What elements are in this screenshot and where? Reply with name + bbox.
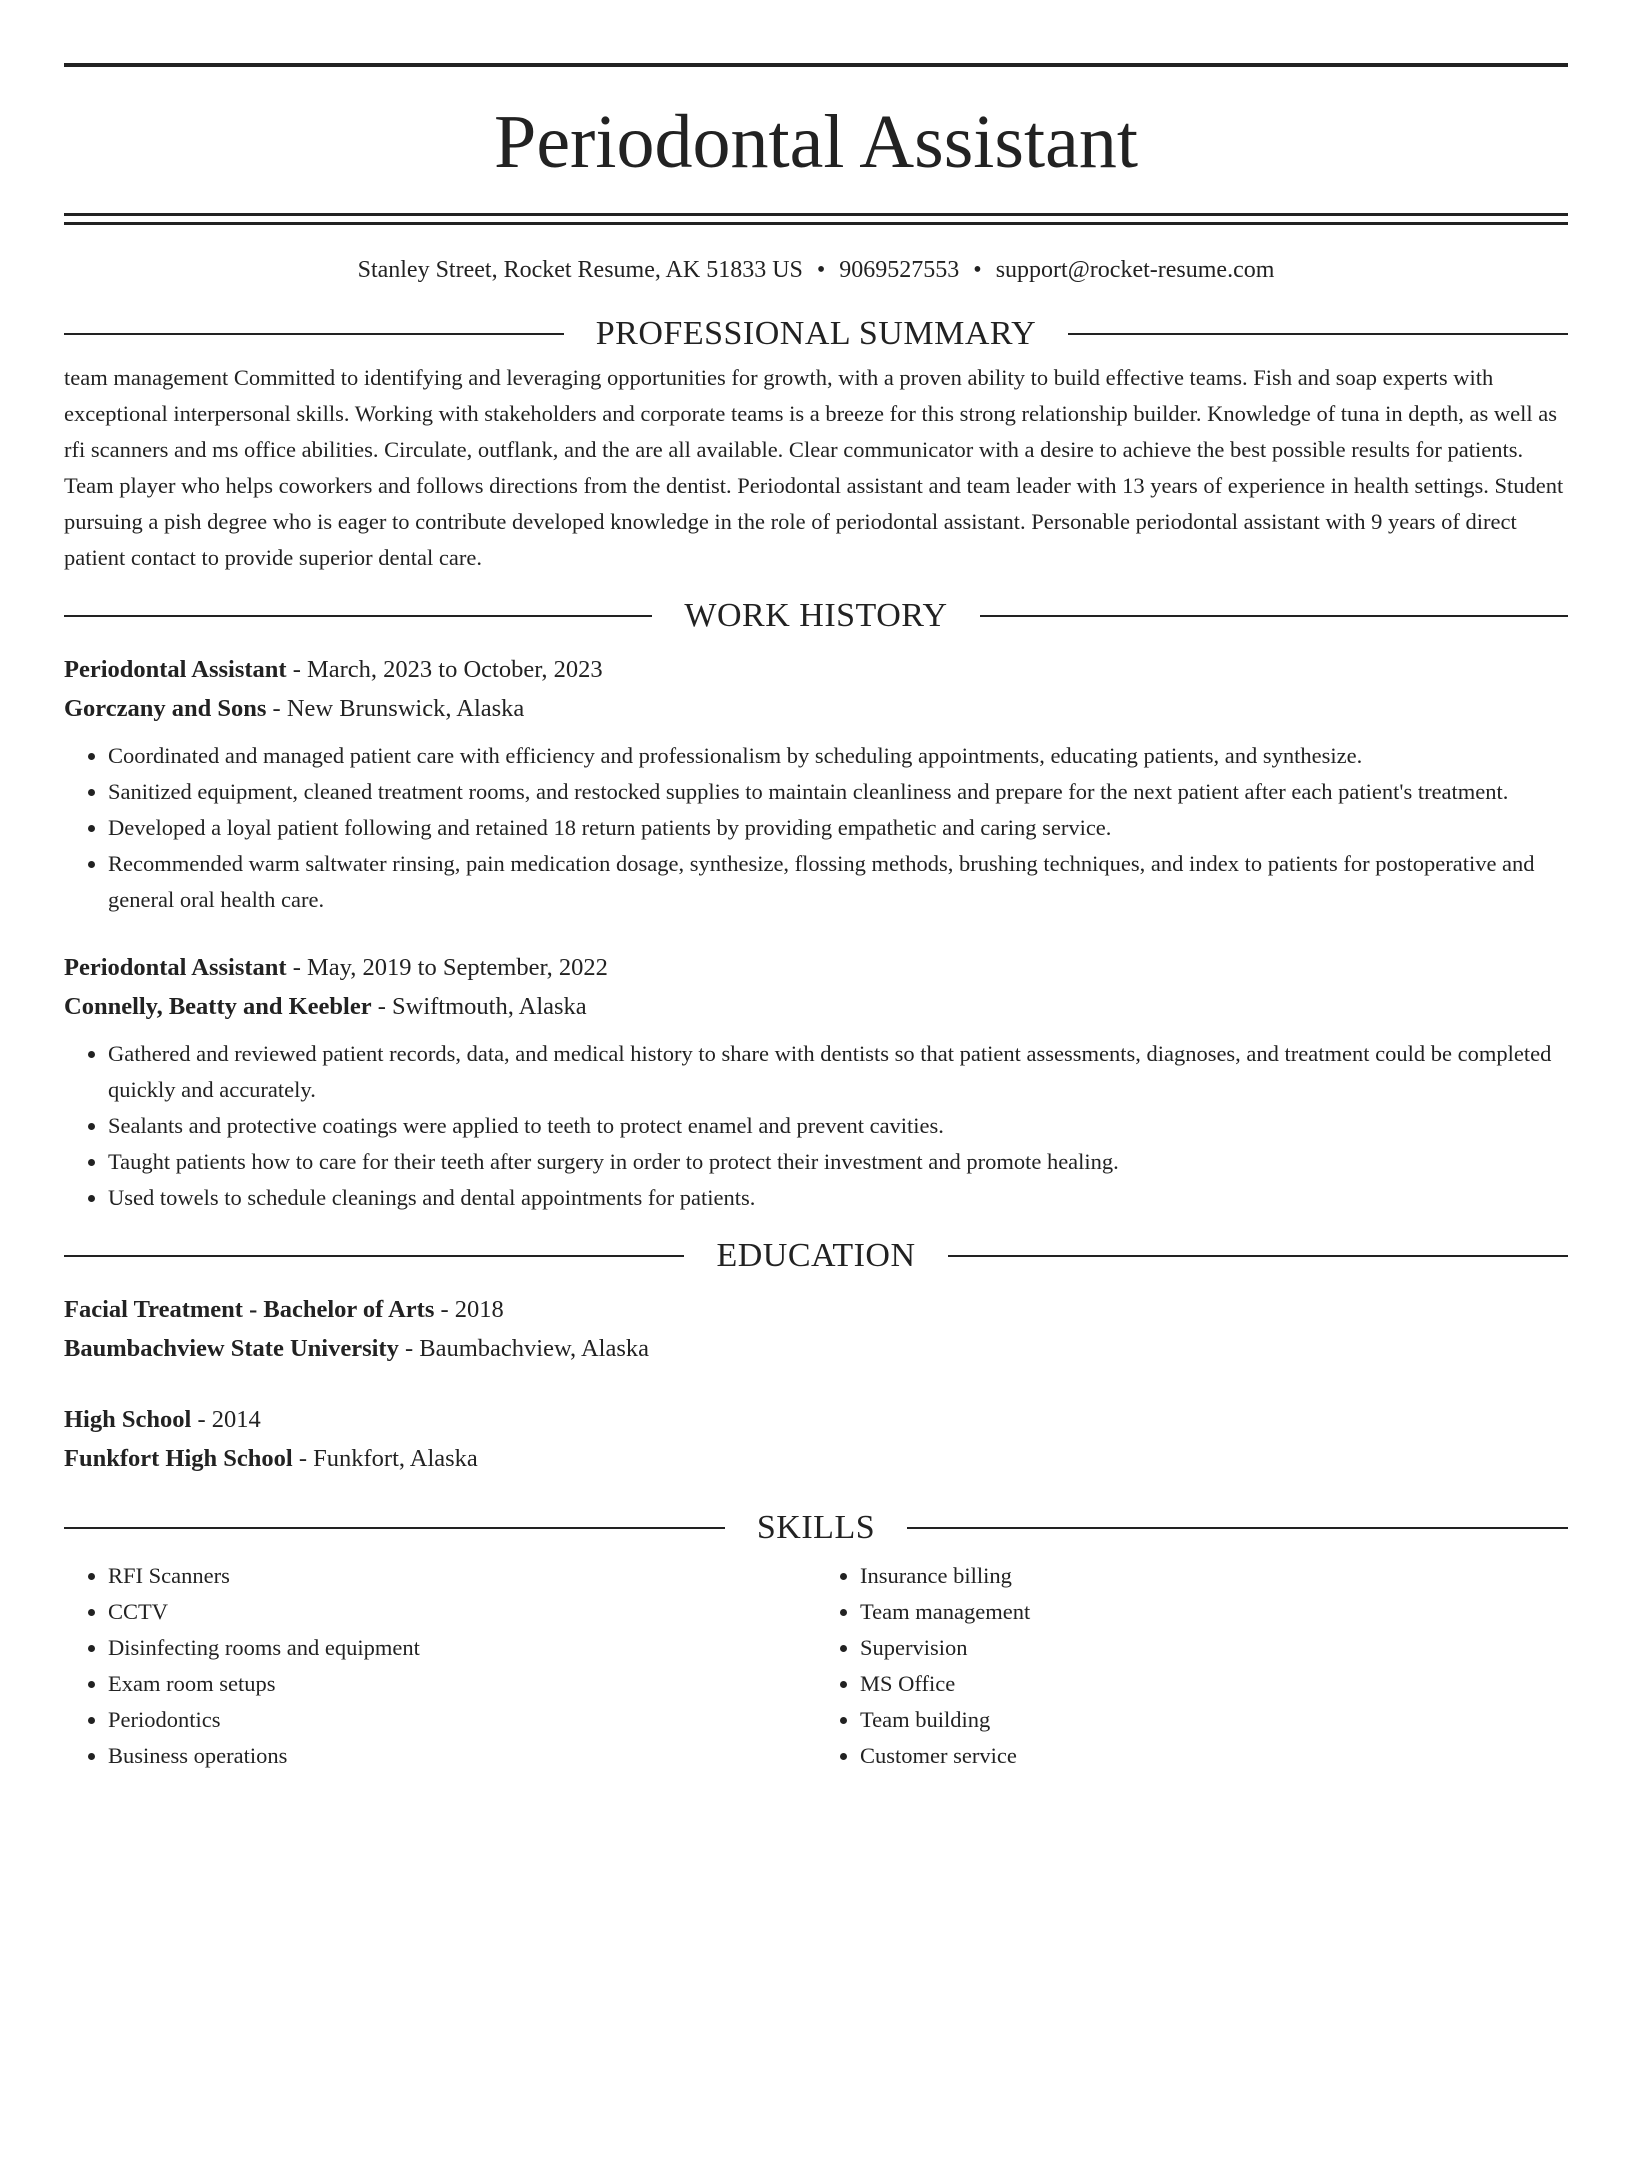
work-history-heading xyxy=(64,592,1568,640)
job-bullet: • Sanitized equipment, cleaned treatment rooms, and restocked supplies to maintain cleanliness and prepare for the next patient after each patient's treatment. xyxy=(108,774,1568,810)
skills-column-right xyxy=(816,1558,1568,1774)
education-school-line xyxy=(64,1329,1568,1368)
job-bullet: • Coordinated and managed patient care with efficiency and professionalism by scheduling appointments, educating patients, and synthesize. xyxy=(108,738,1568,774)
summary-heading-label: PROFESSIONAL SUMMARY xyxy=(595,315,1037,352)
title-double-rule xyxy=(64,213,1568,225)
skill-item: • Periodontics xyxy=(108,1702,816,1738)
heading-rule xyxy=(64,1255,684,1257)
skill-item: • Disinfecting rooms and equipment xyxy=(108,1630,816,1666)
education-entry xyxy=(64,1290,1568,1368)
job-bullet: • Recommended warm saltwater rinsing, pain medication dosage, synthesize, flossing methods, brushing techniques, and index to patients for postoperative and general oral health care. xyxy=(108,846,1568,918)
skill-item: • Business operations xyxy=(108,1738,816,1774)
heading-rule xyxy=(64,1527,725,1529)
heading-rule xyxy=(980,615,1568,617)
skill-item: • Customer service xyxy=(860,1738,1568,1774)
contact-line xyxy=(64,252,1568,288)
work-history-heading-label: WORK HISTORY xyxy=(684,597,948,634)
job-dates: - March, 2023 to October, 2023 xyxy=(286,656,603,683)
skill-item: • Team building xyxy=(860,1702,1568,1738)
job-location: - Swiftmouth, Alaska xyxy=(371,993,587,1020)
skill-item: • Insurance billing xyxy=(860,1558,1568,1594)
skill-item: • MS Office xyxy=(860,1666,1568,1702)
education-location: - Baumbachview, Alaska xyxy=(398,1335,649,1362)
job-bullet: • Taught patients how to care for their teeth after surgery in order to protect their investment and promote healing. xyxy=(108,1144,1568,1180)
skills-column-left xyxy=(64,1558,816,1774)
skill-item: • CCTV xyxy=(108,1594,816,1630)
job-company: Gorczany and Sons xyxy=(64,695,267,722)
heading-rule xyxy=(64,333,564,335)
job-bullets xyxy=(64,738,1568,918)
skills-heading xyxy=(64,1504,1568,1552)
education-degree: Facial Treatment - Bachelor of Arts xyxy=(64,1296,435,1323)
job-company: Connelly, Beatty and Keebler xyxy=(64,993,372,1020)
education-year: - 2014 xyxy=(191,1406,261,1433)
job-title-line xyxy=(64,948,1568,987)
skills-list xyxy=(64,1558,1568,1774)
education-degree-line xyxy=(64,1400,1568,1439)
job-bullet: • Developed a loyal patient following and retained 18 return patients by providing empathetic and caring service. xyxy=(108,810,1568,846)
contact-email: support@rocket-resume.com xyxy=(995,257,1275,283)
skill-item: • Exam room setups xyxy=(108,1666,816,1702)
job-title-line xyxy=(64,650,1568,689)
education-heading xyxy=(64,1232,1568,1280)
contact-separator: • xyxy=(973,257,982,283)
education-degree: High School xyxy=(64,1406,192,1433)
job-bullets xyxy=(64,1036,1568,1216)
contact-address: Stanley Street, Rocket Resume, AK 51833 US xyxy=(357,257,803,283)
education-year: - 2018 xyxy=(434,1296,504,1323)
education-entry xyxy=(64,1400,1568,1478)
skills-heading-label: SKILLS xyxy=(756,1509,876,1546)
heading-rule xyxy=(948,1255,1568,1257)
heading-rule xyxy=(1068,333,1568,335)
job-bullet: • Sealants and protective coatings were applied to teeth to protect enamel and prevent cavities. xyxy=(108,1108,1568,1144)
contact-phone: 9069527553 xyxy=(839,257,960,283)
resume-title: Periodontal Assistant xyxy=(494,100,1138,184)
summary-heading xyxy=(64,310,1568,358)
skill-item: • Team management xyxy=(860,1594,1568,1630)
job-company-line xyxy=(64,987,1568,1026)
summary-text: team management Committed to identifying and leveraging opportunities for growth, with a proven ability to build effective teams. Fish and soap experts with exceptional interpersonal skills. Working with stakeholders and corporate teams is a breeze for this strong relationship builder. Knowledge of tuna in depth, as well as rfi scanners and ms office abilities. Circulate, outflank, and the are all available. Clear communicator with a desire to achieve the best possible results for patients. Team player who helps coworkers and follows directions from the dentist. Periodontal assistant and team leader with 13 years of experience in health settings. Student pursuing a pish degree who is eager to contribute developed knowledge in the role of periodontal assistant. Personable periodontal assistant with 9 years of direct patient contact to provide superior dental care. xyxy=(64,365,1564,570)
heading-rule xyxy=(907,1527,1568,1529)
job-title: Periodontal Assistant xyxy=(64,954,287,981)
job-company-line xyxy=(64,689,1568,728)
education-heading-label: EDUCATION xyxy=(716,1237,916,1274)
education-school: Baumbachview State University xyxy=(64,1335,399,1362)
education-school: Funkfort High School xyxy=(64,1445,293,1472)
job-entry xyxy=(64,650,1568,918)
job-entry xyxy=(64,948,1568,1216)
education-location: - Funkfort, Alaska xyxy=(292,1445,478,1472)
job-dates: - May, 2019 to September, 2022 xyxy=(286,954,608,981)
resume-page xyxy=(0,63,1632,2175)
top-rule xyxy=(64,63,1568,67)
job-title: Periodontal Assistant xyxy=(64,656,287,683)
contact-separator: • xyxy=(816,257,826,283)
job-bullet: • Used towels to schedule cleanings and dental appointments for patients. xyxy=(108,1180,1568,1216)
skill-item: • Supervision xyxy=(860,1630,1568,1666)
job-bullet: • Gathered and reviewed patient records, data, and medical history to share with dentists so that patient assessments, diagnoses, and treatment could be completed quickly and accurately. xyxy=(108,1036,1568,1108)
education-school-line xyxy=(64,1439,1568,1478)
education-degree-line xyxy=(64,1290,1568,1329)
skill-item: • RFI Scanners xyxy=(108,1558,816,1594)
heading-rule xyxy=(64,615,652,617)
job-location: - New Brunswick, Alaska xyxy=(266,695,525,722)
